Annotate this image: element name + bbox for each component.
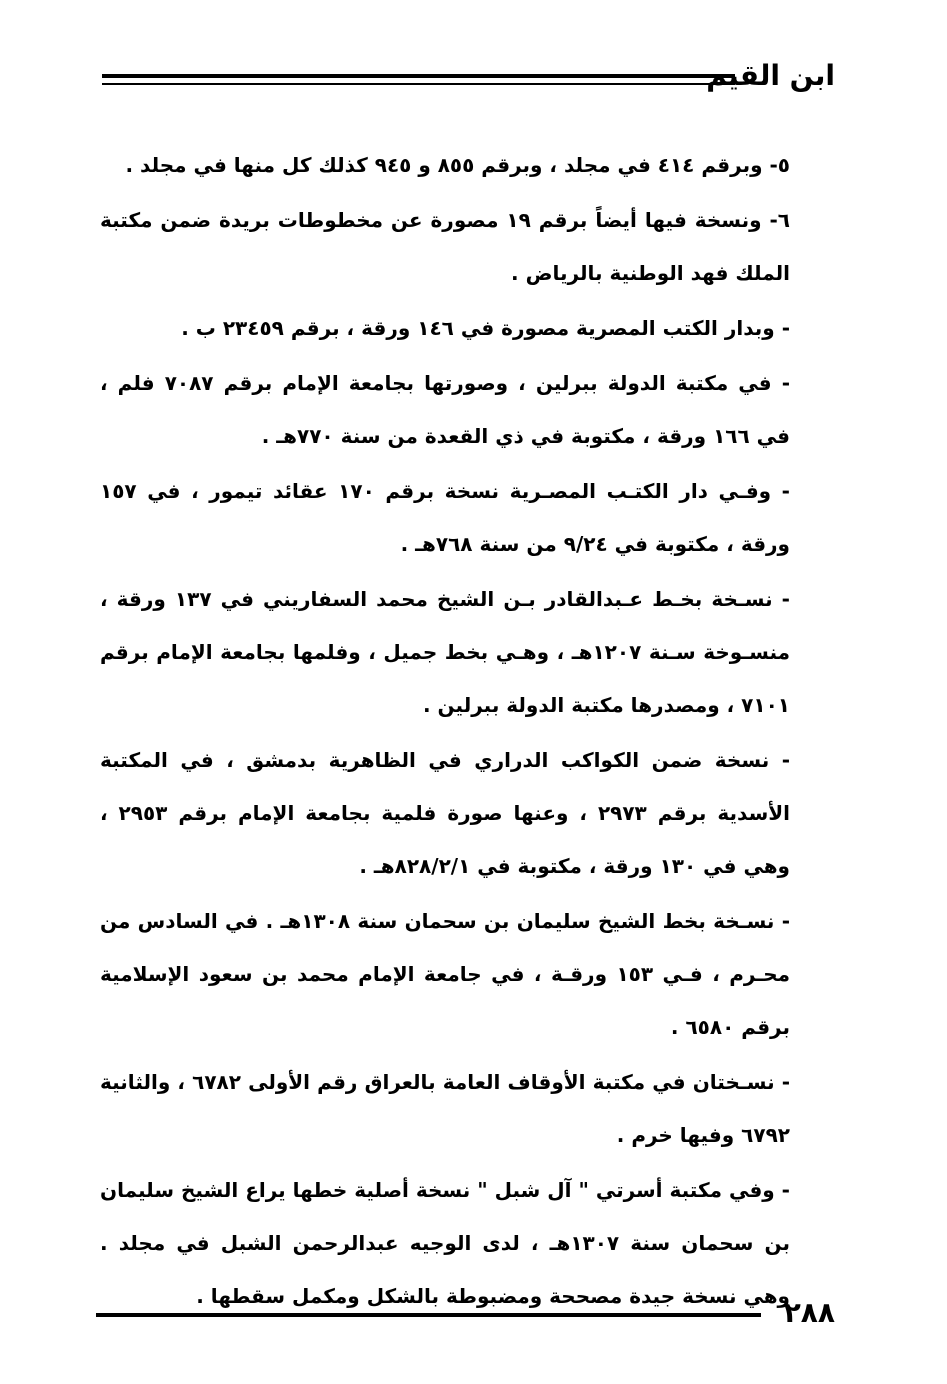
paragraph-berlin-library: - في مكتبة الدولة ببرلين ، وصورتها بجامعة الإمام برقم ٧٠٨٧ فلم ، في ١٦٦ ورقة ، مكتوبة في ذي القعدة من سنة ٧٧٠هـ . <box>100 371 790 448</box>
paragraph-zahiriyya: - نسخة ضمن الكواكب الدراري في الظاهرية بدمشق ، في المكتبة الأسدية برقم ٢٩٧٣ ، وعنها صورة فلمية بجامعة الإمام برقم ٢٩٥٣ ، وهي في ١٣٠ ورقة ، مكتوبة في ٨٢٨/٢/١هـ . <box>100 748 790 878</box>
footer-rule <box>96 1313 761 1317</box>
header-rule-thin <box>102 83 735 85</box>
paragraph-taymur: - وفـي دار الكتـب المصـرية نسخة برقم ١٧٠ عقائد تيمور ، في ١٥٧ ورقة ، مكتوبة في ٩/٢٤ من سنة ٧٦٨هـ . <box>100 479 790 556</box>
paragraph-family-library: - وفي مكتبة أسرتي " آل شبل " نسخة أصلية خطها يراع الشيخ سليمان بن سحمان سنة ١٣٠٧هـ ، لدى الوجيه عبدالرحمن الشبل في مجلد . وهي نسخة جيدة مصححة ومضبوطة بالشكل ومكمل سقطها . <box>100 1178 790 1308</box>
running-header-title: ابن القيم <box>706 59 835 92</box>
page-body <box>100 139 838 1325</box>
paragraph-dar-al-kutub: - وبدار الكتب المصرية مصورة في ١٤٦ ورقة ، برقم ٢٣٤٥٩ ب . <box>181 316 790 340</box>
header-rule-thick <box>102 74 735 78</box>
paragraph-saffarini: - نسـخة بخـط عـبدالقادر بـن الشيخ محمد السفاريني في ١٣٧ ورقة ، منسـوخة سـنة ١٢٠٧هـ ، وهـي بخط جميل ، وفلمها بجامعة الإمام برقم ٧١٠١ ، ومصدرها مكتبة الدولة ببرلين . <box>100 587 791 717</box>
paragraph-ibn-sahman: - نسـخة بخط الشيخ سليمان بن سحمان سنة ١٣٠٨هـ . في السادس من محـرم ، فـي ١٥٣ ورقـة ، في جامعة الإمام محمد بن سعود الإسلامية برقم ٦٥٨٠ . <box>100 909 791 1039</box>
paragraph-item-5: ٥- وبرقم ٤١٤ في مجلد ، وبرقم ٨٥٥ و ٩٤٥ كذلك كل منها في مجلد . <box>125 153 790 177</box>
paragraph-item-6: ٦- ونسخة فيها أيضاً برقم ١٩ مصورة عن مخطوطات بريدة ضمن مكتبة الملك فهد الوطنية بالرياض . <box>100 208 790 285</box>
header-double-rule <box>102 74 735 88</box>
paragraph-iraq-awqaf: - نسـختان في مكتبة الأوقاف العامة بالعراق رقم الأولى ٦٧٨٢ ، والثانية ٦٧٩٢ وفيها خرم . <box>100 1070 791 1147</box>
page-number: ٢٨٨ <box>783 1296 835 1329</box>
